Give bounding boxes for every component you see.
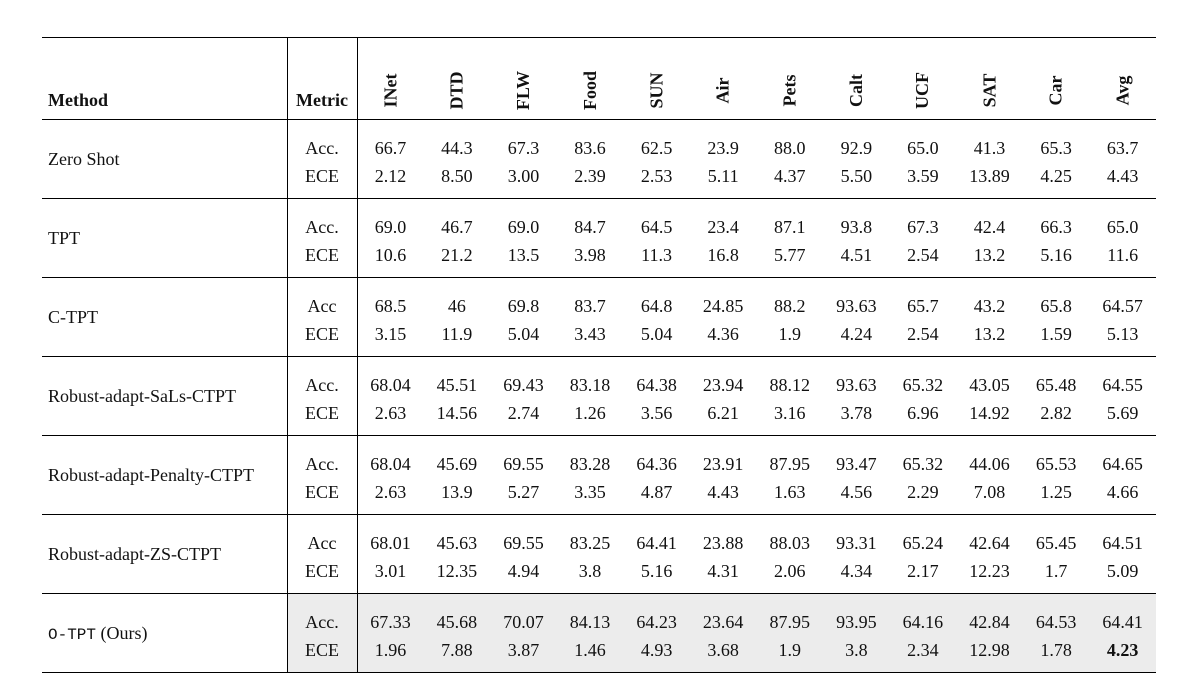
ece-value: 4.87 bbox=[640, 481, 673, 502]
ece-value: 13.89 bbox=[969, 165, 1010, 186]
method-name: Robust-adapt-SaLs-CTPT bbox=[48, 385, 236, 406]
ece-value: 3.87 bbox=[490, 636, 557, 673]
dataset-header: DTD bbox=[446, 71, 467, 110]
method-name: TPT bbox=[48, 227, 81, 248]
acc-value: 87.95 bbox=[769, 453, 810, 474]
ece-value: 3.43 bbox=[574, 323, 606, 344]
ece-value: 2.12 bbox=[374, 165, 407, 186]
ece-value: 3.68 bbox=[690, 636, 757, 673]
ece-value: 6.96 bbox=[907, 402, 939, 423]
ece-value: 2.06 bbox=[774, 560, 806, 581]
ece-value: 4.25 bbox=[1040, 165, 1072, 186]
ece-value: 5.09 bbox=[1106, 560, 1139, 581]
ece-value: 5.04 bbox=[640, 323, 673, 344]
dataset-header: Air bbox=[712, 77, 733, 104]
ece-value: 5.16 bbox=[1040, 244, 1072, 265]
metric-header: Metric bbox=[287, 38, 357, 120]
acc-value: 65.0 bbox=[907, 137, 939, 158]
acc-value: 67.3 bbox=[507, 137, 540, 158]
acc-value: 23.4 bbox=[707, 216, 739, 237]
method-name-mono: O-TPT bbox=[48, 625, 97, 644]
ece-value: 3.00 bbox=[507, 165, 540, 186]
acc-value: 65.7 bbox=[907, 295, 939, 316]
acc-value: 23.91 bbox=[702, 453, 744, 474]
table-row bbox=[42, 436, 1156, 479]
ece-value: 5.16 bbox=[640, 560, 673, 581]
acc-value: 64.8 bbox=[640, 295, 673, 316]
acc-label: Acc. bbox=[287, 594, 357, 637]
acc-value: 64.41 bbox=[1089, 594, 1156, 637]
acc-value: 45.69 bbox=[436, 453, 478, 474]
ece-value: 5.77 bbox=[774, 244, 806, 265]
ece-value: 11.3 bbox=[641, 244, 673, 265]
acc-label: Acc bbox=[287, 278, 357, 321]
ece-value: 4.93 bbox=[623, 636, 690, 673]
method-name: Zero Shot bbox=[48, 148, 120, 169]
acc-value: 88.0 bbox=[774, 137, 806, 158]
table-row bbox=[42, 199, 1156, 242]
acc-value: 69.8 bbox=[507, 295, 540, 316]
acc-value: 41.3 bbox=[973, 137, 1006, 158]
acc-value: 88.2 bbox=[774, 295, 806, 316]
acc-value: 69.0 bbox=[374, 216, 407, 237]
acc-value: 65.3 bbox=[1040, 137, 1072, 158]
dataset-header: INet bbox=[380, 73, 401, 108]
table-row bbox=[42, 357, 1156, 400]
ece-value: 10.6 bbox=[374, 244, 407, 265]
ece-value: 7.08 bbox=[973, 481, 1006, 502]
acc-value: 93.63 bbox=[836, 374, 877, 395]
ece-value: 21.2 bbox=[441, 244, 473, 265]
ece-value: 4.43 bbox=[1106, 165, 1139, 186]
acc-value: 45.51 bbox=[436, 374, 478, 395]
acc-value: 42.4 bbox=[973, 216, 1006, 237]
dataset-header: UCF bbox=[912, 72, 933, 109]
acc-value: 45.68 bbox=[424, 594, 491, 637]
acc-value: 83.6 bbox=[574, 137, 606, 158]
acc-value: 87.1 bbox=[774, 216, 806, 237]
acc-value: 64.36 bbox=[636, 453, 677, 474]
ece-value: 3.8 bbox=[823, 636, 890, 673]
dataset-header: Food bbox=[579, 70, 600, 111]
acc-label: Acc. bbox=[287, 120, 357, 163]
acc-value: 93.95 bbox=[823, 594, 890, 637]
acc-value: 83.25 bbox=[569, 532, 611, 553]
acc-value: 64.41 bbox=[636, 532, 677, 553]
dataset-header: Car bbox=[1045, 75, 1066, 106]
results-table bbox=[42, 37, 1156, 673]
ece-value: 4.66 bbox=[1106, 481, 1139, 502]
ece-value: 8.50 bbox=[441, 165, 473, 186]
ece-label: ECE bbox=[287, 320, 357, 357]
acc-value: 83.7 bbox=[574, 295, 606, 316]
method-name: C-TPT bbox=[48, 306, 99, 327]
acc-value: 67.33 bbox=[357, 594, 424, 637]
ece-value: 3.8 bbox=[578, 560, 602, 581]
acc-label: Acc. bbox=[287, 357, 357, 400]
acc-value: 64.23 bbox=[623, 594, 690, 637]
ece-value: 2.29 bbox=[907, 481, 939, 502]
acc-value: 84.7 bbox=[574, 216, 606, 237]
acc-value: 62.5 bbox=[640, 137, 673, 158]
acc-value: 65.24 bbox=[902, 532, 944, 553]
acc-value: 64.57 bbox=[1102, 295, 1143, 316]
acc-value: 64.55 bbox=[1102, 374, 1143, 395]
ece-label: ECE bbox=[287, 399, 357, 436]
ece-value: 3.01 bbox=[374, 560, 407, 581]
acc-value: 88.12 bbox=[769, 374, 810, 395]
ece-value: 4.56 bbox=[840, 481, 873, 502]
acc-value: 64.65 bbox=[1102, 453, 1143, 474]
ece-value: 3.16 bbox=[774, 402, 806, 423]
ece-value: 2.53 bbox=[640, 165, 673, 186]
acc-value: 23.64 bbox=[690, 594, 757, 637]
acc-value: 46.7 bbox=[441, 216, 473, 237]
ece-value: 1.9 bbox=[756, 636, 823, 673]
ece-value: 13.5 bbox=[507, 244, 540, 265]
dataset-header: Calt bbox=[845, 74, 866, 107]
acc-value: 64.51 bbox=[1102, 532, 1143, 553]
acc-value: 64.53 bbox=[1023, 594, 1090, 637]
ece-label: ECE bbox=[287, 478, 357, 515]
acc-value: 23.9 bbox=[707, 137, 739, 158]
acc-value: 68.01 bbox=[370, 532, 411, 553]
ece-value: 5.11 bbox=[707, 165, 739, 186]
acc-value: 66.3 bbox=[1040, 216, 1072, 237]
ece-value: 4.34 bbox=[840, 560, 873, 581]
ece-value: 4.24 bbox=[840, 323, 873, 344]
ece-value: 2.63 bbox=[374, 402, 407, 423]
acc-value: 68.04 bbox=[370, 374, 411, 395]
ece-value: 11.6 bbox=[1107, 244, 1139, 265]
table-row bbox=[42, 278, 1156, 321]
ece-value: 3.15 bbox=[374, 323, 407, 344]
ece-value: 14.56 bbox=[436, 402, 478, 423]
acc-value: 65.32 bbox=[902, 374, 944, 395]
acc-value: 88.03 bbox=[769, 532, 810, 553]
ece-value: 12.23 bbox=[969, 560, 1010, 581]
acc-value: 70.07 bbox=[490, 594, 557, 637]
ece-value: 1.46 bbox=[557, 636, 624, 673]
acc-value: 64.38 bbox=[636, 374, 677, 395]
method-name: Robust-adapt-ZS-CTPT bbox=[48, 543, 221, 564]
ece-label: ECE bbox=[287, 162, 357, 199]
ece-value: 4.23 bbox=[1089, 636, 1156, 673]
ece-value: 3.59 bbox=[907, 165, 939, 186]
ece-value: 1.25 bbox=[1040, 481, 1072, 502]
ece-value: 5.13 bbox=[1106, 323, 1139, 344]
acc-value: 46 bbox=[447, 295, 466, 316]
acc-value: 44.06 bbox=[969, 453, 1010, 474]
ece-value: 4.51 bbox=[840, 244, 873, 265]
acc-value: 93.47 bbox=[836, 453, 877, 474]
ece-value: 1.7 bbox=[1044, 560, 1068, 581]
acc-value: 65.45 bbox=[1035, 532, 1077, 553]
ece-value: 2.17 bbox=[907, 560, 939, 581]
acc-value: 42.84 bbox=[956, 594, 1023, 637]
acc-value: 65.53 bbox=[1035, 453, 1077, 474]
ece-value: 5.69 bbox=[1106, 402, 1139, 423]
method-name: Robust-adapt-Penalty-CTPT bbox=[48, 464, 254, 485]
acc-value: 66.7 bbox=[374, 137, 407, 158]
ece-value: 1.26 bbox=[574, 402, 606, 423]
ece-value: 4.36 bbox=[707, 323, 739, 344]
ece-value: 4.94 bbox=[507, 560, 540, 581]
ece-value: 2.74 bbox=[507, 402, 540, 423]
acc-value: 65.32 bbox=[902, 453, 944, 474]
acc-value: 23.88 bbox=[702, 532, 744, 553]
acc-label: Acc bbox=[287, 515, 357, 558]
ece-value: 3.35 bbox=[574, 481, 606, 502]
acc-label: Acc. bbox=[287, 436, 357, 479]
acc-value: 93.63 bbox=[836, 295, 877, 316]
acc-value: 68.5 bbox=[374, 295, 407, 316]
dataset-header: SUN bbox=[646, 72, 667, 109]
acc-value: 69.43 bbox=[503, 374, 544, 395]
acc-value: 69.55 bbox=[503, 453, 544, 474]
acc-value: 92.9 bbox=[840, 137, 873, 158]
ece-value: 1.78 bbox=[1023, 636, 1090, 673]
acc-value: 42.64 bbox=[969, 532, 1010, 553]
table-row bbox=[42, 515, 1156, 558]
dataset-header: FLW bbox=[512, 70, 533, 111]
acc-value: 68.04 bbox=[370, 453, 411, 474]
ece-value: 5.50 bbox=[840, 165, 873, 186]
ece-value: 2.54 bbox=[907, 244, 939, 265]
ece-value: 1.59 bbox=[1040, 323, 1072, 344]
dataset-header: Pets bbox=[779, 74, 800, 107]
ece-value: 5.27 bbox=[507, 481, 540, 502]
acc-value: 64.16 bbox=[890, 594, 957, 637]
ece-value: 13.2 bbox=[973, 323, 1006, 344]
acc-value: 24.85 bbox=[702, 295, 744, 316]
method-name-suffix: (Ours) bbox=[96, 622, 148, 643]
ece-value: 4.31 bbox=[707, 560, 739, 581]
acc-value: 65.0 bbox=[1106, 216, 1139, 237]
method-name bbox=[42, 594, 287, 673]
ece-value: 16.8 bbox=[707, 244, 739, 265]
acc-value: 63.7 bbox=[1106, 137, 1139, 158]
ece-value: 3.56 bbox=[640, 402, 673, 423]
ece-value: 2.54 bbox=[907, 323, 939, 344]
acc-value: 93.31 bbox=[836, 532, 877, 553]
acc-value: 43.05 bbox=[969, 374, 1010, 395]
acc-value: 23.94 bbox=[702, 374, 744, 395]
ece-value: 4.43 bbox=[707, 481, 739, 502]
ece-value: 13.2 bbox=[973, 244, 1006, 265]
ece-value: 1.9 bbox=[778, 323, 801, 344]
ece-value: 4.37 bbox=[774, 165, 806, 186]
acc-value: 83.18 bbox=[569, 374, 611, 395]
acc-label: Acc. bbox=[287, 199, 357, 242]
table-row bbox=[42, 120, 1156, 163]
ece-value: 6.21 bbox=[707, 402, 739, 423]
acc-value: 83.28 bbox=[569, 453, 611, 474]
acc-value: 44.3 bbox=[441, 137, 473, 158]
acc-value: 43.2 bbox=[973, 295, 1006, 316]
dataset-header: SAT bbox=[978, 73, 999, 108]
acc-value: 93.8 bbox=[840, 216, 873, 237]
ece-value: 13.9 bbox=[441, 481, 473, 502]
ece-label: ECE bbox=[287, 241, 357, 278]
ece-value: 5.04 bbox=[507, 323, 540, 344]
ece-value: 11.9 bbox=[441, 323, 473, 344]
ece-label: ECE bbox=[287, 557, 357, 594]
acc-value: 69.55 bbox=[503, 532, 544, 553]
ece-label: ECE bbox=[287, 636, 357, 673]
method-header: Method bbox=[48, 90, 108, 110]
acc-value: 87.95 bbox=[756, 594, 823, 637]
acc-value: 45.63 bbox=[436, 532, 478, 553]
dataset-header: Avg bbox=[1112, 75, 1133, 106]
ece-value: 12.35 bbox=[436, 560, 478, 581]
acc-value: 84.13 bbox=[557, 594, 624, 637]
ece-value: 7.88 bbox=[424, 636, 491, 673]
ece-value: 3.98 bbox=[574, 244, 606, 265]
ece-value: 14.92 bbox=[969, 402, 1010, 423]
ece-value: 2.82 bbox=[1040, 402, 1072, 423]
ece-value: 1.63 bbox=[774, 481, 806, 502]
acc-value: 67.3 bbox=[907, 216, 939, 237]
header-row bbox=[42, 38, 1156, 120]
ece-value: 2.34 bbox=[890, 636, 957, 673]
ece-value: 1.96 bbox=[357, 636, 424, 673]
ece-value: 3.78 bbox=[840, 402, 873, 423]
acc-value: 64.5 bbox=[640, 216, 673, 237]
ece-value: 12.98 bbox=[956, 636, 1023, 673]
ece-value: 2.63 bbox=[374, 481, 407, 502]
acc-value: 65.8 bbox=[1040, 295, 1072, 316]
acc-value: 69.0 bbox=[507, 216, 540, 237]
acc-value: 65.48 bbox=[1035, 374, 1077, 395]
table-row bbox=[42, 594, 1156, 637]
ece-value: 2.39 bbox=[574, 165, 606, 186]
